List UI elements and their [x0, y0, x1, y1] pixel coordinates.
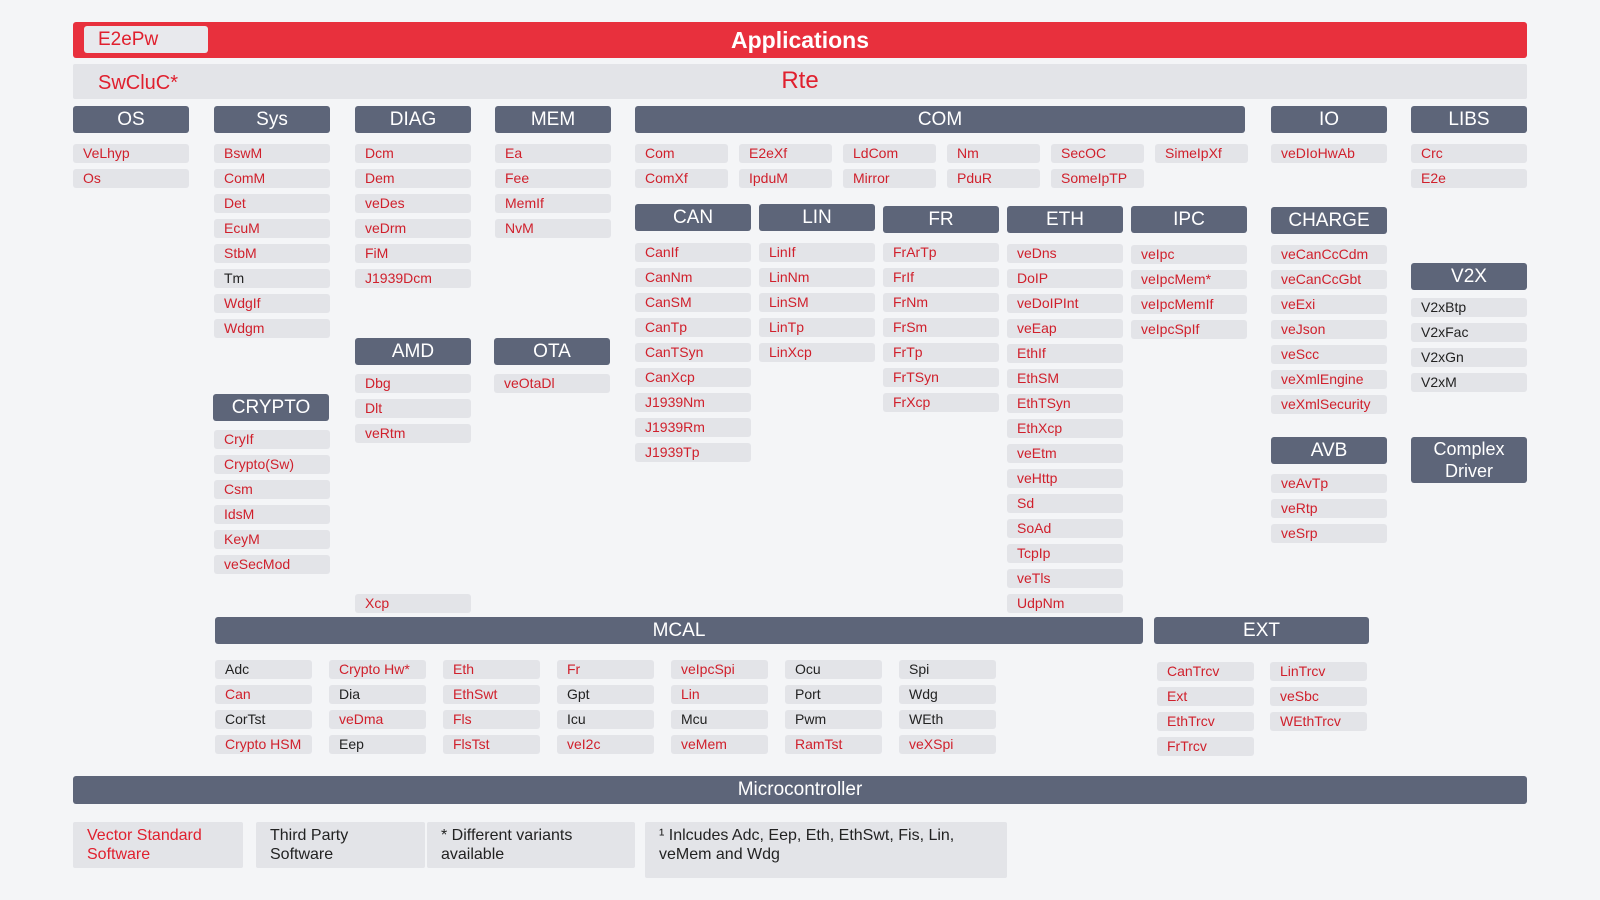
sys-module-comm: ComM	[214, 169, 330, 188]
mcal-module-fr: Fr	[557, 660, 654, 679]
crypto-module-cryif: CryIf	[214, 430, 330, 449]
com-module-nm: Nm	[947, 144, 1040, 163]
ext-module-lintrcv: LinTrcv	[1270, 662, 1367, 681]
can-module-j1939nm: J1939Nm	[635, 393, 751, 412]
mcal-module-pwm: Pwm	[785, 710, 882, 729]
fr-module-frtp: FrTp	[883, 343, 999, 362]
os-module-velhyp: VeLhyp	[73, 144, 189, 163]
mem-module-memif: MemIf	[495, 194, 611, 213]
swcluc-label: SwCluC*	[98, 72, 179, 94]
ext-module-frtrcv: FrTrcv	[1157, 737, 1254, 756]
applications-bar	[73, 22, 1527, 58]
mcal-module-gpt: Gpt	[557, 685, 654, 704]
mcal-module-vedma: veDma	[329, 710, 426, 729]
v2x-group-header: V2X	[1411, 263, 1527, 290]
fr-module-frnm: FrNm	[883, 293, 999, 312]
mcal-module-vexspi: veXSpi	[899, 735, 996, 754]
com-module-comxf: ComXf	[635, 169, 728, 188]
crypto-module-vesecmod: veSecMod	[214, 555, 330, 574]
eth-module-vetls: veTls	[1007, 569, 1123, 588]
mcal-module-vei2c: veI2c	[557, 735, 654, 754]
mcal-module-eth: Eth	[443, 660, 540, 679]
com-module-secoc: SecOC	[1051, 144, 1144, 163]
sys-module-wdgif: WdgIf	[214, 294, 330, 313]
mcal-module-vemem: veMem	[671, 735, 768, 754]
can-module-canif: CanIf	[635, 243, 751, 262]
ext-module-ethtrcv: EthTrcv	[1157, 712, 1254, 731]
charge-module-vescc: veScc	[1271, 345, 1387, 364]
charge-module-vexmlengine: veXmlEngine	[1271, 370, 1387, 389]
diag-module-vedrm: veDrm	[355, 219, 471, 238]
eth-module-soad: SoAd	[1007, 519, 1123, 538]
libs-module-e2e: E2e	[1411, 169, 1527, 188]
lin-group-header: LIN	[759, 204, 875, 231]
charge-module-vecancccdm: veCanCcCdm	[1271, 245, 1387, 264]
com-module-simeipxf: SimeIpXf	[1155, 144, 1248, 163]
diag-module-dem: Dem	[355, 169, 471, 188]
eth-module-ethtsyn: EthTSyn	[1007, 394, 1123, 413]
applications-title: Applications	[730, 26, 869, 53]
crypto-module-keym: KeyM	[214, 530, 330, 549]
diag-module-dcm: Dcm	[355, 144, 471, 163]
charge-module-vecanccgbt: veCanCcGbt	[1271, 270, 1387, 289]
legend-footnote: ¹ Inlcudes Adc, Eep, Eth, EthSwt, Fis, Lin, veMem and Wdg	[645, 822, 1007, 878]
can-module-j1939tp: J1939Tp	[635, 443, 751, 462]
can-module-j1939rm: J1939Rm	[635, 418, 751, 437]
diag-group-header: DIAG	[355, 106, 471, 133]
microcontroller-bar	[73, 776, 1527, 804]
sys-module-stbm: StbM	[214, 244, 330, 263]
eth-module-veetm: veEtm	[1007, 444, 1123, 463]
ipc-module-veipcmem: veIpcMem*	[1131, 270, 1247, 289]
com-module-mirror: Mirror	[843, 169, 936, 188]
avb-module-veavtp: veAvTp	[1271, 474, 1387, 493]
mcal-module-can: Can	[215, 685, 312, 704]
io-group-header: IO	[1271, 106, 1387, 133]
diag-module-j1939dcm: J1939Dcm	[355, 269, 471, 288]
mcal-module-ocu: Ocu	[785, 660, 882, 679]
can-module-cannm: CanNm	[635, 268, 751, 287]
mcal-module-fls: Fls	[443, 710, 540, 729]
mcal-module-eep: Eep	[329, 735, 426, 754]
diag-module-xcp: Xcp	[355, 594, 471, 613]
can-group-header: CAN	[635, 204, 751, 231]
avb-module-vesrp: veSrp	[1271, 524, 1387, 543]
legend-vector-standard: Vector Standard Software	[73, 822, 243, 868]
v2x-module-v2xfac: V2xFac	[1411, 323, 1527, 342]
e2epw-box: E2ePw	[84, 26, 208, 53]
charge-group-header: CHARGE	[1271, 207, 1387, 234]
diag-module-vedes: veDes	[355, 194, 471, 213]
v2x-module-v2xgn: V2xGn	[1411, 348, 1527, 367]
lin-module-linsm: LinSM	[759, 293, 875, 312]
mcal-module-veipcspi: veIpcSpi	[671, 660, 768, 679]
fr-module-frsm: FrSm	[883, 318, 999, 337]
fr-group-header: FR	[883, 206, 999, 233]
eth-module-ethsm: EthSM	[1007, 369, 1123, 388]
mcal-module-ethswt: EthSwt	[443, 685, 540, 704]
fr-module-frartp: FrArTp	[883, 243, 999, 262]
com-module-pdur: PduR	[947, 169, 1040, 188]
lin-module-linif: LinIf	[759, 243, 875, 262]
eth-module-udpnm: UdpNm	[1007, 594, 1123, 613]
eth-module-doip: DoIP	[1007, 269, 1123, 288]
com-group-header: COM	[635, 106, 1245, 133]
sys-group-header: Sys	[214, 106, 330, 133]
eth-module-ethxcp: EthXcp	[1007, 419, 1123, 438]
amd-group-header: AMD	[355, 338, 471, 365]
mem-module-nvm: NvM	[495, 219, 611, 238]
ext-module-ext: Ext	[1157, 687, 1254, 706]
ipc-module-veipcmemif: veIpcMemIf	[1131, 295, 1247, 314]
crypto-module-crypto-sw: Crypto(Sw)	[214, 455, 330, 474]
sys-module-bswm: BswM	[214, 144, 330, 163]
io-module-vediohwab: veDIoHwAb	[1271, 144, 1387, 163]
ext-module-vesbc: veSbc	[1270, 687, 1367, 706]
ipc-group-header: IPC	[1131, 206, 1247, 233]
ipc-module-veipc: veIpc	[1131, 245, 1247, 264]
fr-module-frxcp: FrXcp	[883, 393, 999, 412]
libs-module-crc: Crc	[1411, 144, 1527, 163]
os-module-os: Os	[73, 169, 189, 188]
ipc-module-veipcspif: veIpcSpIf	[1131, 320, 1247, 339]
avb-group-header: AVB	[1271, 437, 1387, 464]
rte-title: Rte	[781, 67, 819, 94]
mcal-module-lin: Lin	[671, 685, 768, 704]
mcal-module-port: Port	[785, 685, 882, 704]
mcal-module-cortst: CorTst	[215, 710, 312, 729]
legend-third-party: Third Party Software	[256, 822, 425, 868]
lin-module-linxcp: LinXcp	[759, 343, 875, 362]
ota-group-header: OTA	[494, 338, 610, 365]
eth-module-sd: Sd	[1007, 494, 1123, 513]
mcal-module-ramtst: RamTst	[785, 735, 882, 754]
lin-module-lintp: LinTp	[759, 318, 875, 337]
can-module-cantp: CanTp	[635, 318, 751, 337]
legend-variants-note: * Different variants available	[427, 822, 635, 868]
mcal-module-dia: Dia	[329, 685, 426, 704]
fr-module-frif: FrIf	[883, 268, 999, 287]
amd-module-dbg: Dbg	[355, 374, 471, 393]
eth-module-ethif: EthIf	[1007, 344, 1123, 363]
sys-module-wdgm: Wdgm	[214, 319, 330, 338]
charge-module-vejson: veJson	[1271, 320, 1387, 339]
ota-module-veotadl: veOtaDl	[494, 374, 610, 393]
com-module-com: Com	[635, 144, 728, 163]
amd-module-vertm: veRtm	[355, 424, 471, 443]
microcontroller-label: Microcontroller	[737, 779, 863, 800]
com-module-ldcom: LdCom	[843, 144, 936, 163]
mem-module-ea: Ea	[495, 144, 611, 163]
can-module-canxcp: CanXcp	[635, 368, 751, 387]
can-module-cansm: CanSM	[635, 293, 751, 312]
amd-module-dlt: Dlt	[355, 399, 471, 418]
com-module-ipdum: IpduM	[739, 169, 832, 188]
mcal-module-wdg: Wdg	[899, 685, 996, 704]
eth-group-header: ETH	[1007, 206, 1123, 233]
charge-module-vexmlsecurity: veXmlSecurity	[1271, 395, 1387, 414]
eth-module-vedns: veDns	[1007, 244, 1123, 263]
sys-module-ecum: EcuM	[214, 219, 330, 238]
mcal-group-header: MCAL	[215, 617, 1143, 644]
avb-module-vertp: veRtp	[1271, 499, 1387, 518]
fr-module-frtsyn: FrTSyn	[883, 368, 999, 387]
libs-group-header: LIBS	[1411, 106, 1527, 133]
mcal-module-icu: Icu	[557, 710, 654, 729]
ext-module-cantrcv: CanTrcv	[1157, 662, 1254, 681]
sys-module-tm: Tm	[214, 269, 330, 288]
eth-module-vehttp: veHttp	[1007, 469, 1123, 488]
eth-module-vedoipint: veDoIPInt	[1007, 294, 1123, 313]
diag-module-fim: FiM	[355, 244, 471, 263]
os-group-header: OS	[73, 106, 189, 133]
v2x-module-v2xm: V2xM	[1411, 373, 1527, 392]
can-module-cantsyn: CanTSyn	[635, 343, 751, 362]
mcal-module-flstst: FlsTst	[443, 735, 540, 754]
mcal-module-mcu: Mcu	[671, 710, 768, 729]
mem-module-fee: Fee	[495, 169, 611, 188]
mcal-module-crypto-hsm: Crypto HSM	[215, 735, 312, 754]
cdd-group-header: Complex Driver	[1411, 437, 1527, 483]
ext-module-wethtrcv: WEthTrcv	[1270, 712, 1367, 731]
lin-module-linnm: LinNm	[759, 268, 875, 287]
mcal-module-weth: WEth	[899, 710, 996, 729]
v2x-module-v2xbtp: V2xBtp	[1411, 298, 1527, 317]
com-module-someiptp: SomeIpTP	[1051, 169, 1144, 188]
eth-module-veeap: veEap	[1007, 319, 1123, 338]
crypto-module-idsm: IdsM	[214, 505, 330, 524]
mem-group-header: MEM	[495, 106, 611, 133]
eth-module-tcpip: TcpIp	[1007, 544, 1123, 563]
ext-group-header: EXT	[1154, 617, 1369, 644]
sys-module-det: Det	[214, 194, 330, 213]
crypto-module-csm: Csm	[214, 480, 330, 499]
charge-module-veexi: veExi	[1271, 295, 1387, 314]
mcal-module-crypto-hw: Crypto Hw*	[329, 660, 426, 679]
crypto-group-header: CRYPTO	[213, 394, 329, 421]
com-module-e2exf: E2eXf	[739, 144, 832, 163]
mcal-module-spi: Spi	[899, 660, 996, 679]
mcal-module-adc: Adc	[215, 660, 312, 679]
